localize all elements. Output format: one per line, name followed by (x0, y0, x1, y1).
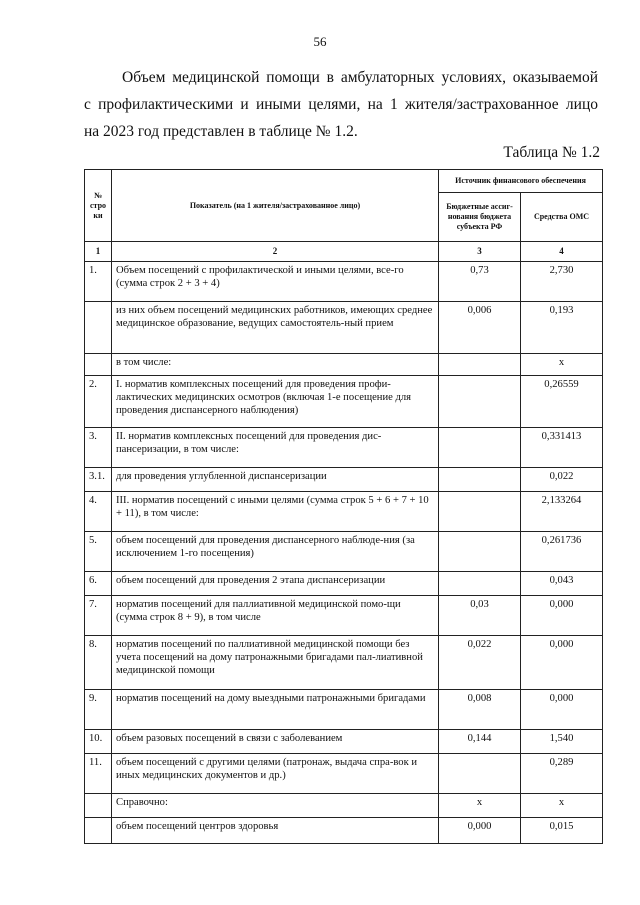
row-oms: 2,730 (521, 262, 603, 302)
row-budget (439, 754, 521, 794)
table-row (85, 262, 603, 302)
row-text: I. норматив комплексных посещений для проведения профи-лактических медицинских осмотров (включая 1-е посещение для проведения диспансерного наблюдения) (112, 376, 439, 428)
row-oms: 0,289 (521, 754, 603, 794)
row-text: объем разовых посещений в связи с заболеванием (112, 730, 439, 754)
col-number: 1 (85, 242, 112, 262)
row-budget: 0,03 (439, 596, 521, 636)
row-number: 7. (85, 596, 112, 636)
page-number: 56 (313, 34, 327, 49)
row-budget: 0,000 (439, 818, 521, 844)
intro-line-3: на 2023 год представлен в таблице № 1.2. (84, 123, 358, 140)
row-text: норматив посещений для паллиативной медицинской помо-щи (сумма строк 8 + 9), в том числе (112, 596, 439, 636)
row-oms: 0,26559 (521, 376, 603, 428)
table-row (85, 428, 603, 468)
row-number: 3.1. (85, 468, 112, 492)
header-row-number: № стро ки (85, 170, 112, 242)
row-budget: х (439, 794, 521, 818)
row-text: объем посещений с другими целями (патронаж, выдача спра-вок и иных медицинских документов и др.) (112, 754, 439, 794)
table-row (85, 354, 603, 376)
col-number: 2 (112, 242, 439, 262)
row-budget (439, 354, 521, 376)
row-budget: 0,008 (439, 690, 521, 730)
row-number: 8. (85, 636, 112, 690)
row-oms: 0,000 (521, 690, 603, 730)
row-number: 6. (85, 572, 112, 596)
table-row (85, 302, 603, 354)
row-number: 9. (85, 690, 112, 730)
table-row (85, 730, 603, 754)
row-text: для проведения углубленной диспансеризации (112, 468, 439, 492)
row-text: объем посещений центров здоровья (112, 818, 439, 844)
row-budget: 0,022 (439, 636, 521, 690)
row-budget (439, 492, 521, 532)
row-budget: 0,144 (439, 730, 521, 754)
row-text: объем посещений для проведения диспансерного наблюде-ния (за исключением 1-го посещения) (112, 532, 439, 572)
row-text: Справочно: (112, 794, 439, 818)
row-oms: 0,015 (521, 818, 603, 844)
row-number: 11. (85, 754, 112, 794)
row-budget (439, 376, 521, 428)
row-budget: 0,73 (439, 262, 521, 302)
row-text: в том числе: (112, 354, 439, 376)
row-number: 1. (85, 262, 112, 302)
table-row (85, 572, 603, 596)
row-text: из них объем посещений медицинских работников, имеющих среднее медицинское образование, ведущих самостоятель-ный прием (112, 302, 439, 354)
row-oms: 0,000 (521, 596, 603, 636)
table-row (85, 468, 603, 492)
row-text: II. норматив комплексных посещений для проведения дис-пансеризации, в том числе: (112, 428, 439, 468)
table-row (85, 690, 603, 730)
col-number: 3 (439, 242, 521, 262)
row-text: объем посещений для проведения 2 этапа диспансеризации (112, 572, 439, 596)
row-oms: 0,043 (521, 572, 603, 596)
row-number (85, 354, 112, 376)
table-row (85, 596, 603, 636)
row-oms: 1,540 (521, 730, 603, 754)
table-row (85, 818, 603, 844)
row-budget (439, 572, 521, 596)
row-budget (439, 428, 521, 468)
header-indicator: Показатель (на 1 жителя/застрахованное лицо) (112, 170, 439, 242)
row-number (85, 818, 112, 844)
header-budget: Бюджетные ассиг-нования бюджета субъекта РФ (439, 193, 521, 242)
row-number: 5. (85, 532, 112, 572)
table-row (85, 754, 603, 794)
table-row (85, 492, 603, 532)
col-number: 4 (521, 242, 603, 262)
data-table (84, 169, 603, 844)
column-numbers-row (85, 242, 603, 262)
row-number: 3. (85, 428, 112, 468)
row-oms: 0,261736 (521, 532, 603, 572)
row-text: III. норматив посещений с иными целями (сумма строк 5 + 6 + 7 + 10 + 11), в том числе: (112, 492, 439, 532)
row-oms: х (521, 354, 603, 376)
header-source: Источник финансового обеспечения (439, 170, 603, 193)
intro-line-2: с профилактическими и иными целями, на 1 жителя/застрахованное лицо (84, 96, 598, 113)
row-budget (439, 468, 521, 492)
row-number: 4. (85, 492, 112, 532)
row-text: Объем посещений с профилактической и иными целями, все-го (сумма строк 2 + 3 + 4) (112, 262, 439, 302)
table-row (85, 636, 603, 690)
row-number (85, 794, 112, 818)
table-row (85, 794, 603, 818)
row-text: норматив посещений на дому выездными патронажными бригадами (112, 690, 439, 730)
row-oms: 0,022 (521, 468, 603, 492)
intro-paragraph (84, 64, 598, 145)
row-budget: 0,006 (439, 302, 521, 354)
intro-line-1: Объем медицинской помощи в амбулаторных условиях, оказываемой (122, 69, 598, 86)
row-number (85, 302, 112, 354)
row-number: 2. (85, 376, 112, 428)
row-oms: 0,193 (521, 302, 603, 354)
row-oms: 0,000 (521, 636, 603, 690)
row-oms: 0,331413 (521, 428, 603, 468)
row-number: 10. (85, 730, 112, 754)
row-budget (439, 532, 521, 572)
table-row (85, 376, 603, 428)
row-text: норматив посещений по паллиативной медицинской помощи без учета посещений на дому патронажными бригадами пал-лиативной медицинской помощи (112, 636, 439, 690)
row-oms: х (521, 794, 603, 818)
header-oms: Средства ОМС (521, 193, 603, 242)
table-row (85, 532, 603, 572)
table-caption: Таблица № 1.2 (503, 144, 600, 161)
row-oms: 2,133264 (521, 492, 603, 532)
